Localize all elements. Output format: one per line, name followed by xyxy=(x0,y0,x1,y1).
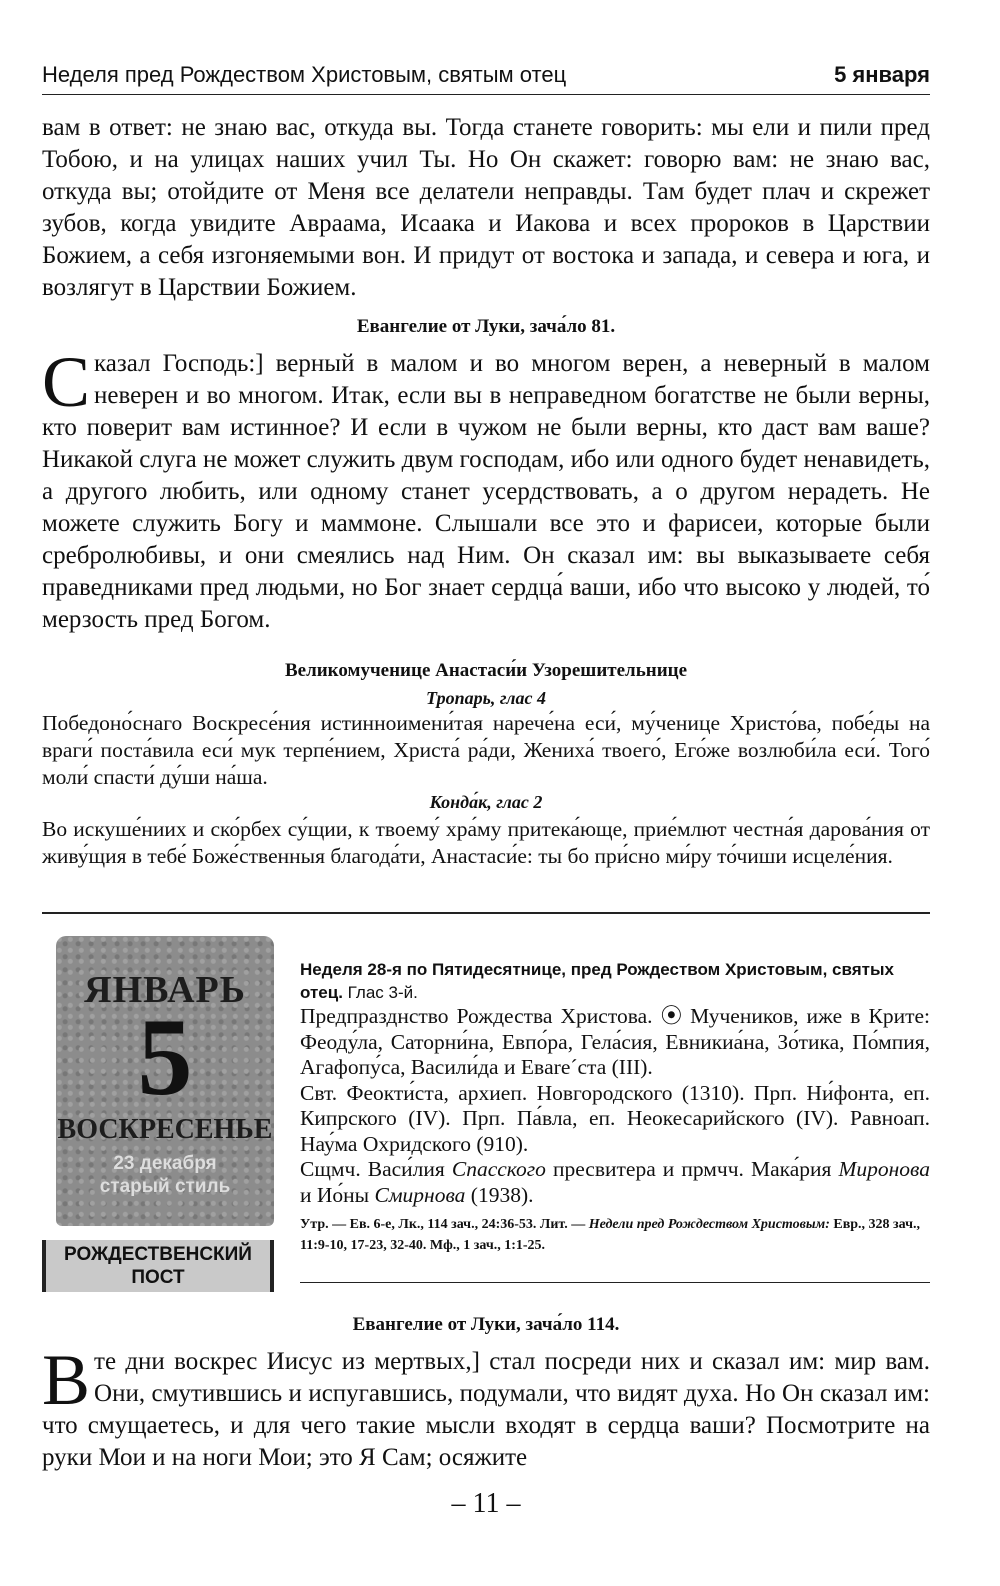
commemorations-1: Предпразднство Рождества Христова. ⦿ Мучеников, иже в Крите: Феоду́ла, Саторни́на, Евпо́ра, Гела́сия, Евникиа́на, Зо́тика, По́мпия, Агафопу́са, Васили́да и Евare´ста (III). xyxy=(300,1004,930,1079)
fast-line-1: РОЖДЕСТВЕНСКИЙ xyxy=(64,1244,252,1265)
kontakion-text: Во искуше́ниих и ско́рбех су́щии, к твоему́ хра́му притека́юще, прие́млют честна́я дарова́ния от живу́щия в тебе́ Боже́ственныя благода́ти, Анастаси́е: ты бо при́сно ми́ру то́чиши исцеле́ния. xyxy=(42,817,930,868)
gospel-text-2-body: те дни воскрес Иисус из мертвых,] стал посреди них и сказал им: мир вам. Они, смутившись и испугавшись, подумали, что видят духа. Но Он сказал им: что смущаетесь, и для чего такие мысли входят в сердца ваши? Посмотрите на руки Мои и на ноги Мои; это Я Сам; осяжите xyxy=(42,1348,930,1471)
running-header xyxy=(42,62,930,92)
gospel-heading-1: Евангелие от Луки, зача́ло 81. xyxy=(356,316,616,337)
header-title: Неделя пред Рождеством Христовым, святым отец xyxy=(42,62,567,87)
calendar-leaf xyxy=(56,936,274,1226)
saint-heading: Великомученице Анастаси́и Узорешительнице xyxy=(284,660,688,681)
header-rule xyxy=(42,94,930,95)
gospel-text-2 xyxy=(42,1340,930,1474)
drop-cap-2: В xyxy=(42,1340,91,1420)
page-number: – 11 – xyxy=(451,1488,521,1519)
c3a: Сщмч. Васи́лия xyxy=(300,1157,452,1181)
fast-line-2: ПОСТ xyxy=(131,1267,185,1288)
day-title-bold: Неделя 28-я по Пятидесятнице, пред Рождеством Христовым, святых отец. xyxy=(300,960,894,1002)
c3d: Миронова xyxy=(838,1157,930,1181)
kontakion-label: Конда́к, глас 2 xyxy=(429,792,543,812)
fast-badge xyxy=(42,1240,274,1292)
gospel-text-1-body: казал Господь:] верный в малом и во многом верен, а неверный в малом неверен и во многом. Итак, если вы в неправедном богатстве не были верны, кто поверит вам истинное? И если в чужом не были верны, кто даст вам ваше? Никакой слуга не может служить двум господам, ибо или одного будет ненавидеть, а другого любить, или одному станет усердствовать, а о другом нерадеть. Не можете служить Богу и маммоне. Слышали все это и фарисеи, которые были сребролюбивы, и они смеялись над Ним. Он сказал им: вы выказываете себя праведниками пред людьми, но Бог знает сердца́ ваши, ибо что высоко у людей, то́ мерзость пред Богом. xyxy=(42,350,930,633)
calendar-month: ЯНВАРЬ xyxy=(84,969,246,1011)
c3c: пресвитера и прмчч. Мака́рия xyxy=(545,1157,839,1181)
calendar-day: 5 xyxy=(137,996,193,1118)
page xyxy=(42,0,930,1586)
day-info-rule xyxy=(300,1282,930,1283)
day-tone: Глас 3-й. xyxy=(342,983,418,1002)
readings-b: Недели пред Рождеством Христовым: xyxy=(588,1217,830,1232)
gospel-heading-2: Евангелие от Луки, зача́ло 114. xyxy=(352,1314,620,1335)
c3e: и Ио́ны xyxy=(300,1182,375,1207)
c3f: Смирнова xyxy=(374,1182,466,1207)
calendar-old-style xyxy=(56,1152,274,1198)
old-style-label: старый стиль xyxy=(99,1176,231,1197)
troparion-label: Тропарь, глас 4 xyxy=(426,688,546,708)
old-style-date: 23 декабря xyxy=(113,1153,217,1174)
readings-a: Утр. — Ев. 6-е, Лк., 114 зач., 24:36-53. Лит. — xyxy=(300,1217,589,1232)
day-title xyxy=(300,958,930,1004)
c3g: (1938). xyxy=(465,1182,534,1207)
paragraph-continued: вам в ответ: не знаю вас, откуда вы. Тогда станете говорить: мы ели и пили пред Тобою, и на улицах наших учил Ты. Но Он скажет: говорю вам: не знаю вас, откуда вы; отойдите от Меня все делатели неправды. Там будет плач и скрежет зубов, когда увидите Авраама, Исаака и Иакова и всех пророков в Царствии Божием, а себя изгоняемыми вон. И придут от востока и запада, и севера и юга, и возлягут в Царствии Божием. xyxy=(42,114,930,301)
calendar-weekday: ВОСКРЕСЕНЬЕ xyxy=(57,1114,273,1145)
readings-c: Евр., 328 зач., 11:9-10, 17-23, 32-40. Мф., 1 зач., 1:1-25. xyxy=(300,1217,921,1253)
header-date: 5 января xyxy=(834,62,930,87)
commemorations-2: Свт. Феокти́ста, архиеп. Новгородского (1310). Прп. Ни́фонта, еп. Кипрского (IV). Прп. Па́вла, еп. Неокесарийского (IV). Равноап. Нау́ма Охридского (910). xyxy=(300,1080,930,1156)
day-info xyxy=(300,958,930,1256)
readings xyxy=(300,1214,930,1256)
gospel-text-1 xyxy=(42,342,930,636)
section-rule xyxy=(42,912,930,914)
c3b: Спасского xyxy=(451,1157,546,1181)
drop-cap: С xyxy=(42,342,91,422)
commemorations-3 xyxy=(300,1157,930,1208)
troparion-text: Победоно́снаго Воскресе́ния истинноимени́тая нарече́на еси́, му́ченице Христо́ва, побе́ды на враги́ поста́вила еси́ мук терпе́нием, Христа́ ра́ди, Жениха́ твоего́, Его́же возлюби́ла еси́. Того́ моли́ спасти́ ду́ши на́ша. xyxy=(42,711,930,789)
